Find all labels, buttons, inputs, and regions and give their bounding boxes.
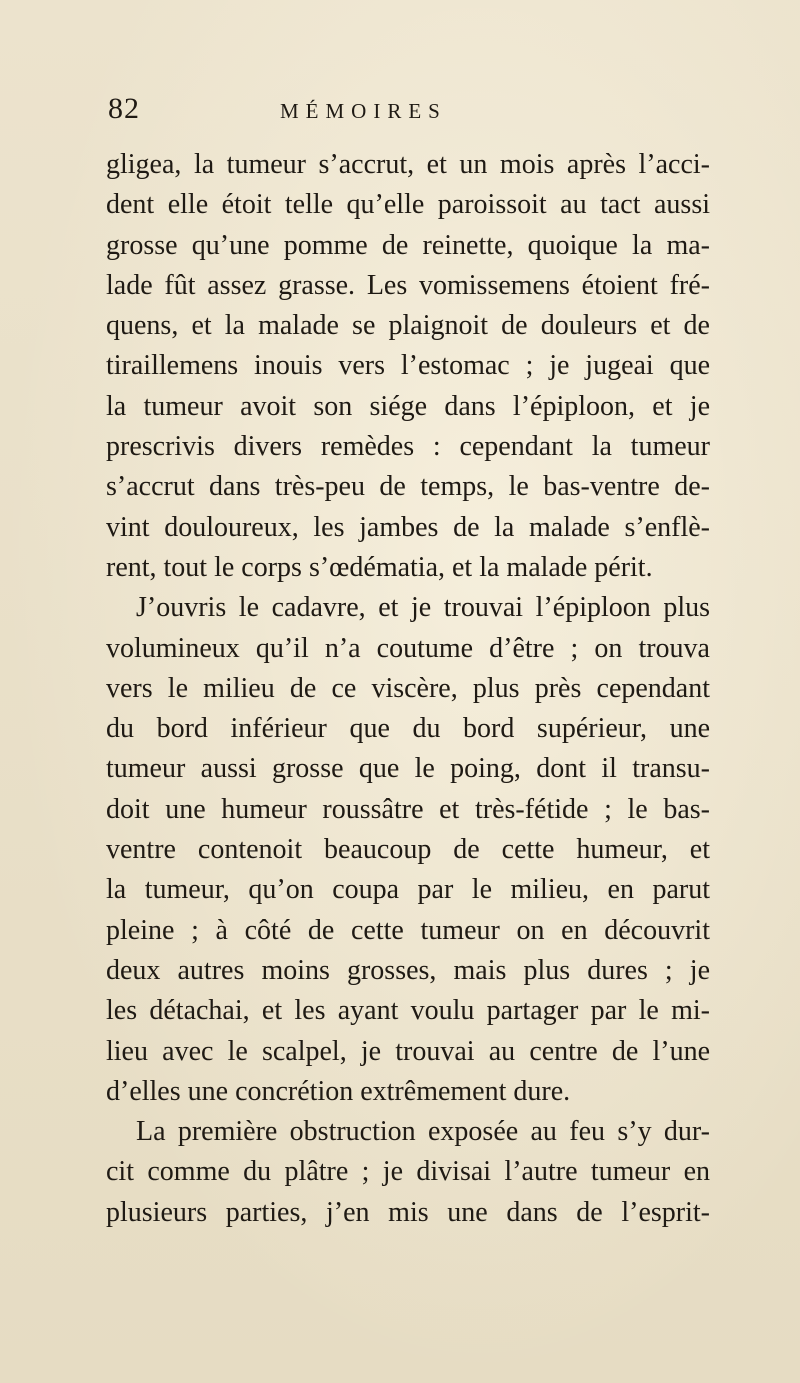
text-line: dent elle étoit telle qu’elle paroissoit au tact aussi [106, 189, 710, 221]
text-line: plusieurs parties, j’en mis une dans de l’esprit- [106, 1196, 710, 1228]
text-line: ventre contenoit beaucoup de cette humeur, et [106, 834, 710, 866]
text-line: volumineux qu’il n’a coutume d’être ; on trouva [106, 632, 710, 664]
text-line: vint douloureux, les jambes de la malade s’enflè- [106, 511, 710, 543]
running-title: MÉMOIRES [280, 99, 447, 123]
page-number: 82 [108, 92, 140, 125]
text-line: lade fût assez grasse. Les vomissemens étoient fré- [106, 269, 710, 301]
text-line: s’accrut dans très-peu de temps, le bas-ventre de- [106, 471, 710, 503]
text-line: grosse qu’une pomme de reinette, quoique la ma- [106, 229, 710, 261]
text-line: tumeur aussi grosse que le poing, dont il transu- [106, 753, 710, 785]
text-line: d’elles une concrétion extrêmement dure. [106, 1075, 571, 1107]
paragraph-first-line: La première obstruction exposée au feu s’y dur- [136, 1116, 710, 1148]
text-line: deux autres moins grosses, mais plus dures ; je [106, 954, 710, 986]
page-header [108, 92, 708, 132]
text-line: quens, et la malade se plaignoit de douleurs et de [106, 310, 710, 342]
text-line: doit une humeur roussâtre et très-fétide ; le bas- [106, 793, 710, 825]
text-line: la tumeur avoit son siége dans l’épiploon, et je [106, 390, 710, 422]
text-line: les détachai, et les ayant voulu partager par le mi- [106, 995, 710, 1027]
text-line: vers le milieu de ce viscère, plus près cependant [106, 672, 710, 704]
text-line: gligea, la tumeur s’accrut, et un mois après l’acci- [106, 149, 710, 180]
text-line: lieu avec le scalpel, je trouvai au centre de l’une [106, 1035, 710, 1067]
text-line: cit comme du plâtre ; je divisai l’autre tumeur en [106, 1156, 710, 1188]
text-line: du bord inférieur que du bord supérieur, une [106, 713, 710, 745]
text-line: tiraillemens inouis vers l’estomac ; je jugeai que [106, 350, 710, 382]
text-line: pleine ; à côté de cette tumeur on en découvrit [106, 914, 710, 946]
paragraph-first-line: J’ouvris le cadavre, et je trouvai l’épiploon plus [136, 592, 710, 624]
body-text [106, 145, 710, 1233]
text-line: prescrivis divers remèdes : cependant la tumeur [106, 431, 710, 463]
text-line: rent, tout le corps s’œdématia, et la malade périt. [106, 551, 653, 583]
text-line: la tumeur, qu’on coupa par le milieu, en parut [106, 874, 710, 906]
